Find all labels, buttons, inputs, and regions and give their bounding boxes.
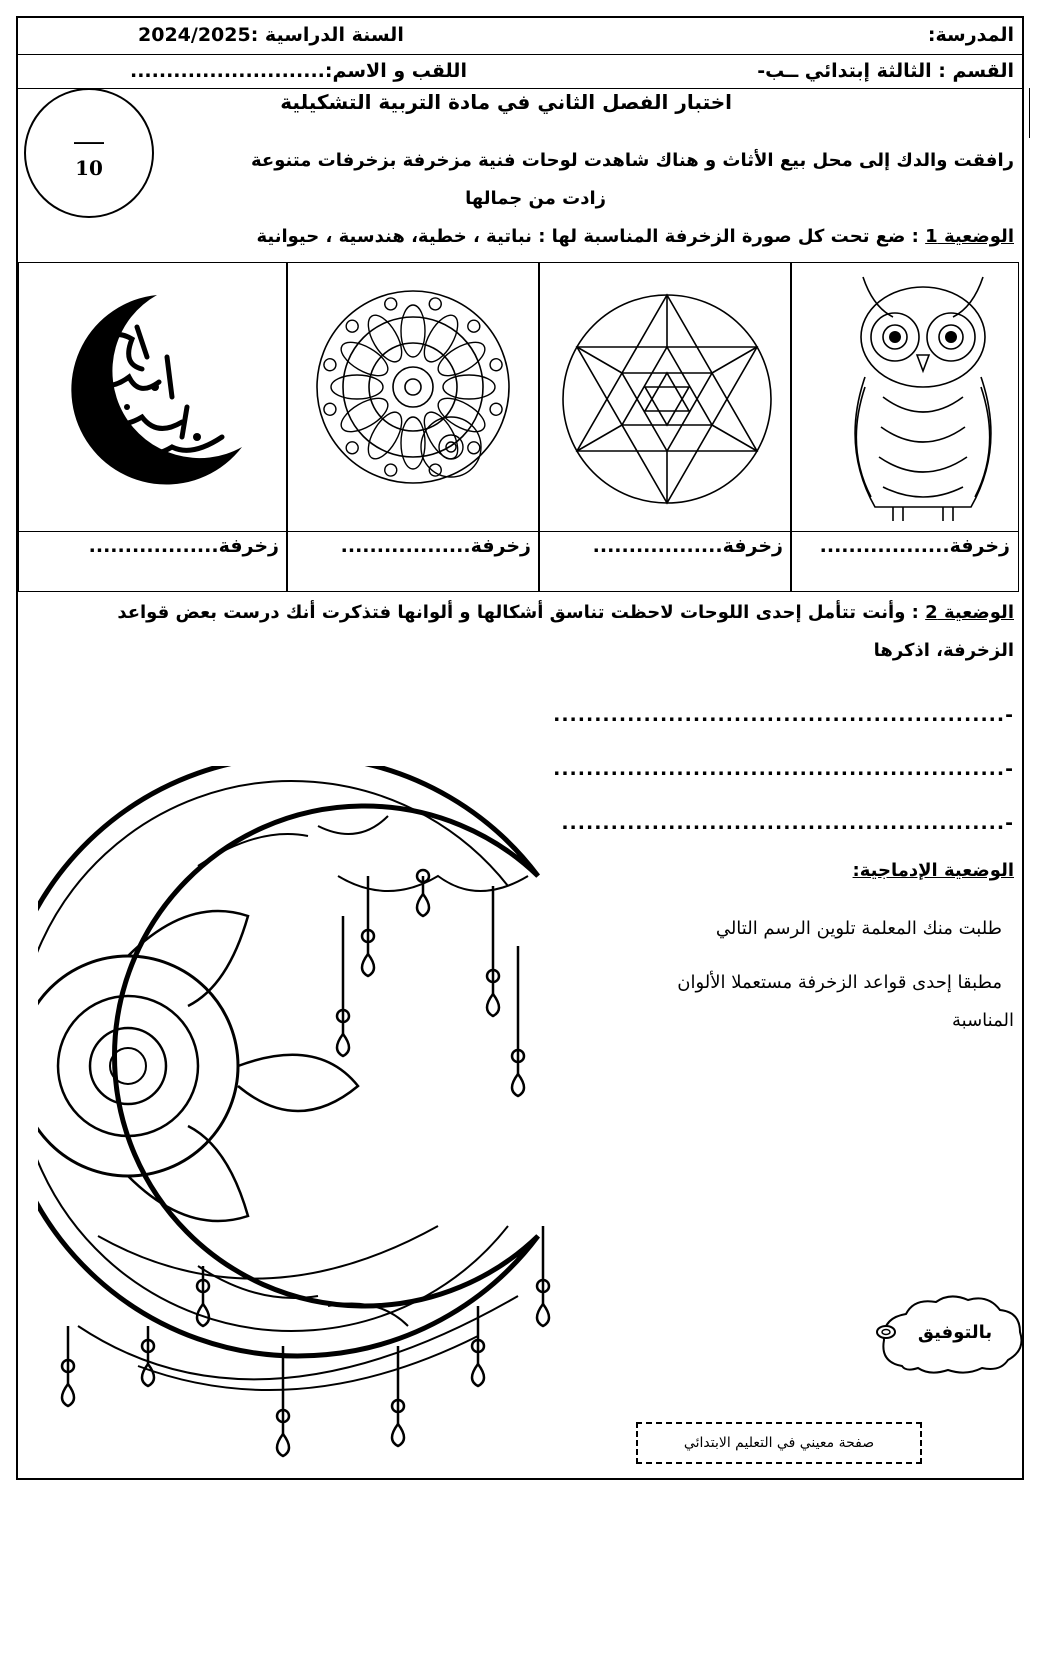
answer-line-1[interactable]: -....................................................... <box>553 704 1014 726</box>
name-label: اللقب و الاسم:........................... <box>130 60 467 82</box>
header-divider-1 <box>18 54 1022 55</box>
task2-instruction <box>34 602 1014 623</box>
header-side-mark <box>1029 88 1030 138</box>
decoration-grid <box>18 262 1019 594</box>
class-label: القسم : الثالثة إبتدائي ــب- <box>757 60 1014 82</box>
crescent-calligraphy-icon <box>37 287 247 487</box>
cell-floral <box>286 262 540 592</box>
cell-geometric <box>538 262 792 592</box>
school-label: المدرسة: <box>927 24 1014 46</box>
caption-2: زخرفة.................. <box>340 535 531 557</box>
crescent-coloring-drawing <box>38 766 578 1476</box>
task1-text: : ضع تحت كل صورة الزخرفة المناسبة لها : نباتية ، خطية، هندسية ، حيوانية <box>256 226 919 247</box>
caption-3: زخرفة.................. <box>592 535 783 557</box>
score-circle <box>24 88 154 218</box>
score-total: 10 <box>75 156 103 180</box>
answer-line-3[interactable]: -...................................................... <box>561 812 1014 834</box>
header-divider-2 <box>18 88 1022 89</box>
task2-line-2: الزخرفة، اذكرها <box>873 640 1014 661</box>
cell-calligraphic <box>18 262 288 592</box>
cell-animal <box>790 262 1019 592</box>
task1-label: الوضعية 1 <box>925 226 1014 247</box>
exam-title: اختبار الفصل الثاني في مادة التربية التشكيلية <box>280 90 732 114</box>
owl-icon <box>843 267 1003 525</box>
intro-line-1: رافقت والدك إلى محل بيع الأثاث و هناك شاهدت لوحات فنية مزخرفة بزخرفات متنوعة <box>251 150 1014 171</box>
integration-label: الوضعية الإدماجية: <box>852 860 1014 881</box>
school-year: السنة الدراسية :2024/2025 <box>138 24 404 46</box>
good-luck-cloud-icon <box>873 590 1026 680</box>
caption-4: زخرفة.................. <box>819 535 1010 557</box>
good-luck-text: بالتوفيق <box>917 1322 993 1343</box>
task2-label: الوضعية 2 <box>925 602 1014 623</box>
geometric-star-icon <box>557 289 777 509</box>
task2-line-1: : وأنت تتأمل إحدى اللوحات لاحظت تناسق أشكالها و ألوانها فتذكرت أنك درست بعض قواعد <box>117 602 919 623</box>
floral-mandala-icon <box>301 287 525 499</box>
task1-instruction <box>256 226 1014 247</box>
integration-line-1: طلبت منك المعلمة تلوين الرسم التالي <box>715 918 1002 939</box>
caption-1: زخرفة.................. <box>88 535 279 557</box>
worksheet-page <box>16 16 1024 1480</box>
score-line: ___ <box>74 120 104 144</box>
answer-line-2[interactable]: -....................................................... <box>553 758 1014 780</box>
integration-line-2: مطبقا إحدى قواعد الزخرفة مستعملا الألوان <box>677 972 1002 993</box>
credit-box: صفحة معيني في التعليم الابتدائي <box>636 1422 922 1464</box>
integration-line-3: المناسبة <box>952 1010 1014 1031</box>
intro-line-2: زادت من جمالها <box>465 188 606 209</box>
